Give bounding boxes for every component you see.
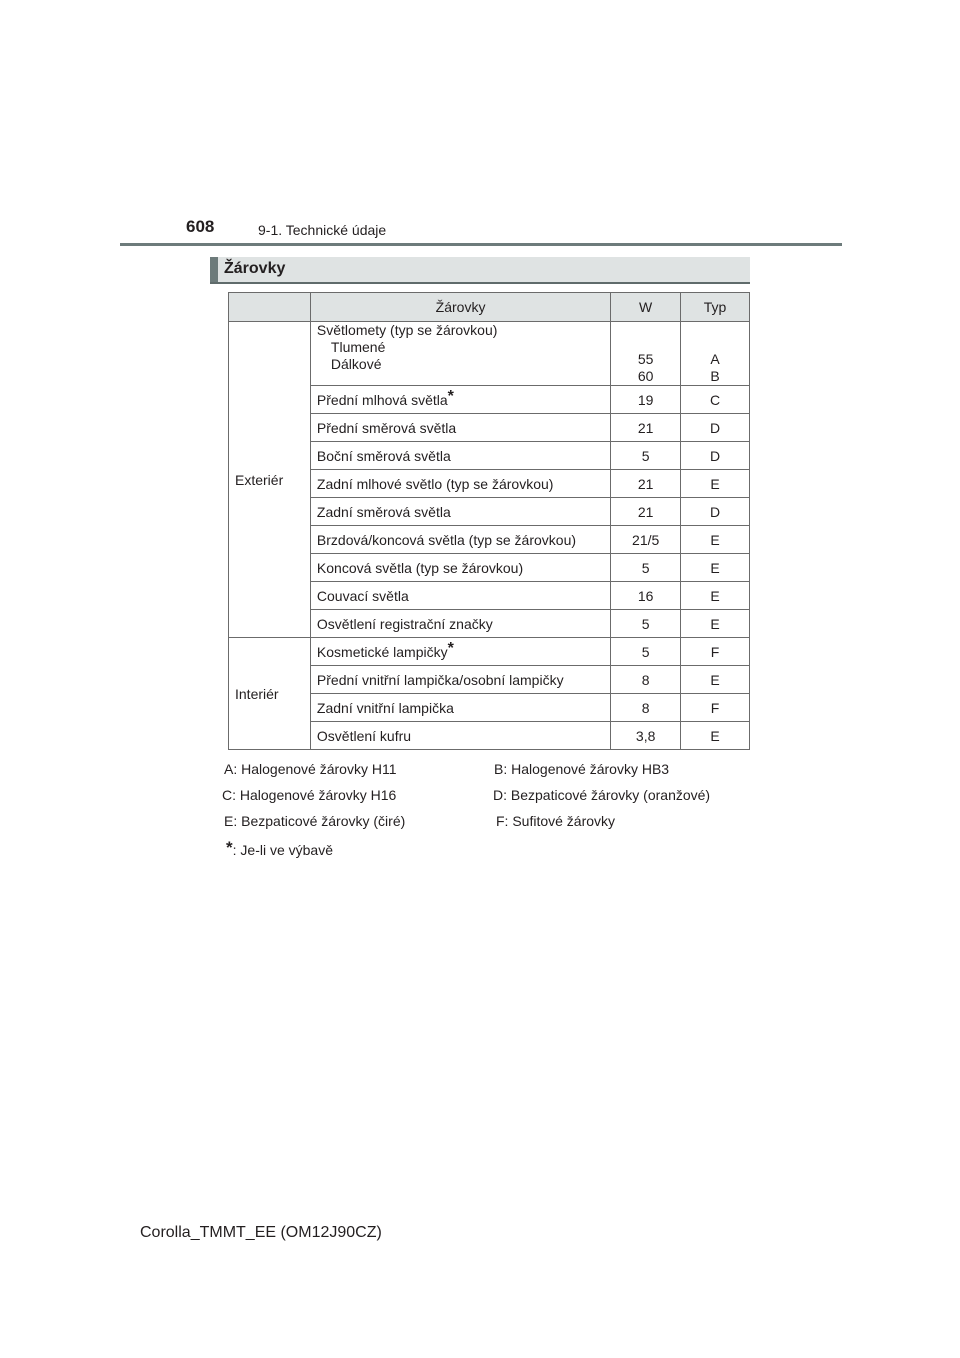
legend-d: D: Bezpaticové žárovky (oranžové) (493, 787, 711, 803)
row-watts: 5 (611, 638, 681, 666)
footnote-text: : Je-li ve výbavě (232, 842, 333, 858)
table-row (229, 322, 750, 386)
row-watts: 21 (611, 470, 681, 498)
page-number: 608 (186, 217, 215, 236)
row-type: E (681, 610, 750, 638)
row-label: Zadní vnitřní lampička (310, 694, 610, 722)
group-cell-exterior: Exteriér (229, 322, 311, 638)
legend-e: E: Bezpaticové žárovky (čiré) (224, 813, 406, 829)
row-label-text: Kosmetické lampičky (316, 643, 448, 660)
row-type: E (681, 582, 750, 610)
row-label: Zadní směrová světla (310, 498, 610, 526)
row-label: Osvětlení kufru (310, 722, 610, 750)
row-label-text: Přední mlhová světla (316, 391, 448, 408)
row-label: Zadní mlhové světlo (typ se žárovkou) (310, 470, 610, 498)
legend-f: F: Sufitové žárovky (496, 813, 616, 829)
row-label: Osvětlení registrační značky (310, 610, 610, 638)
row-type: F (681, 638, 750, 666)
row-watts: 3,8 (611, 722, 681, 750)
row-watts: 21/5 (611, 526, 681, 554)
row-label: Boční směrová světla (310, 442, 610, 470)
section-reference: 9-1. Technické údaje (258, 222, 387, 238)
section-marker (210, 257, 218, 282)
header-rule (120, 243, 842, 246)
row-label: Přední vnitřní lampička/osobní lampičky (310, 666, 610, 694)
row-label (310, 322, 610, 386)
row-type: E (681, 470, 750, 498)
row-watts: 21 (611, 498, 681, 526)
footnote-mark: * (447, 639, 454, 657)
section-title-bar (210, 257, 750, 284)
header-cell-type: Typ (681, 293, 750, 322)
row-type (681, 322, 750, 386)
row-label: Couvací světla (310, 582, 610, 610)
legend-c: C: Halogenové žárovky H16 (222, 787, 397, 803)
table-header-row (229, 293, 750, 322)
section-title: Žárovky (224, 260, 286, 277)
document-footer: Corolla_TMMT_EE (OM12J90CZ) (140, 1224, 382, 1241)
row-watts: 5 (611, 610, 681, 638)
row-type: F (681, 694, 750, 722)
type-low: A (710, 351, 720, 367)
row-sublabel-high: Dálkové (330, 356, 382, 372)
row-watts: 16 (611, 582, 681, 610)
row-type: D (681, 414, 750, 442)
row-watts: 19 (611, 386, 681, 414)
table-row (229, 638, 750, 666)
row-type: D (681, 498, 750, 526)
row-label (310, 386, 610, 414)
row-type: E (681, 722, 750, 750)
row-type: E (681, 526, 750, 554)
footnote-symbol: * (226, 838, 233, 857)
bulb-table (228, 292, 750, 750)
type-high: B (710, 368, 720, 384)
row-label: Brzdová/koncová světla (typ se žárovkou) (310, 526, 610, 554)
row-watts: 8 (611, 694, 681, 722)
header-cell-bulb: Žárovky (310, 293, 610, 322)
group-cell-interior: Interiér (229, 638, 311, 750)
row-watts: 21 (611, 414, 681, 442)
row-label: Koncová světla (typ se žárovkou) (310, 554, 610, 582)
row-type: E (681, 554, 750, 582)
legend-a: A: Halogenové žárovky H11 (224, 761, 397, 777)
row-watts: 8 (611, 666, 681, 694)
row-label (310, 638, 610, 666)
footnote (226, 838, 333, 858)
row-type: C (681, 386, 750, 414)
row-watts: 5 (611, 442, 681, 470)
row-label-main: Světlomety (typ se žárovkou) (316, 322, 498, 338)
row-type: E (681, 666, 750, 694)
row-watts: 5 (611, 554, 681, 582)
row-label: Přední směrová světla (310, 414, 610, 442)
header-cell-group (229, 293, 311, 322)
legend-b: B: Halogenové žárovky HB3 (494, 761, 670, 777)
row-type: D (681, 442, 750, 470)
footnote-mark: * (447, 387, 454, 405)
watts-high: 60 (637, 368, 654, 384)
row-sublabel-low: Tlumené (330, 339, 386, 355)
row-watts (611, 322, 681, 386)
header-cell-watts: W (611, 293, 681, 322)
watts-low: 55 (637, 351, 654, 367)
